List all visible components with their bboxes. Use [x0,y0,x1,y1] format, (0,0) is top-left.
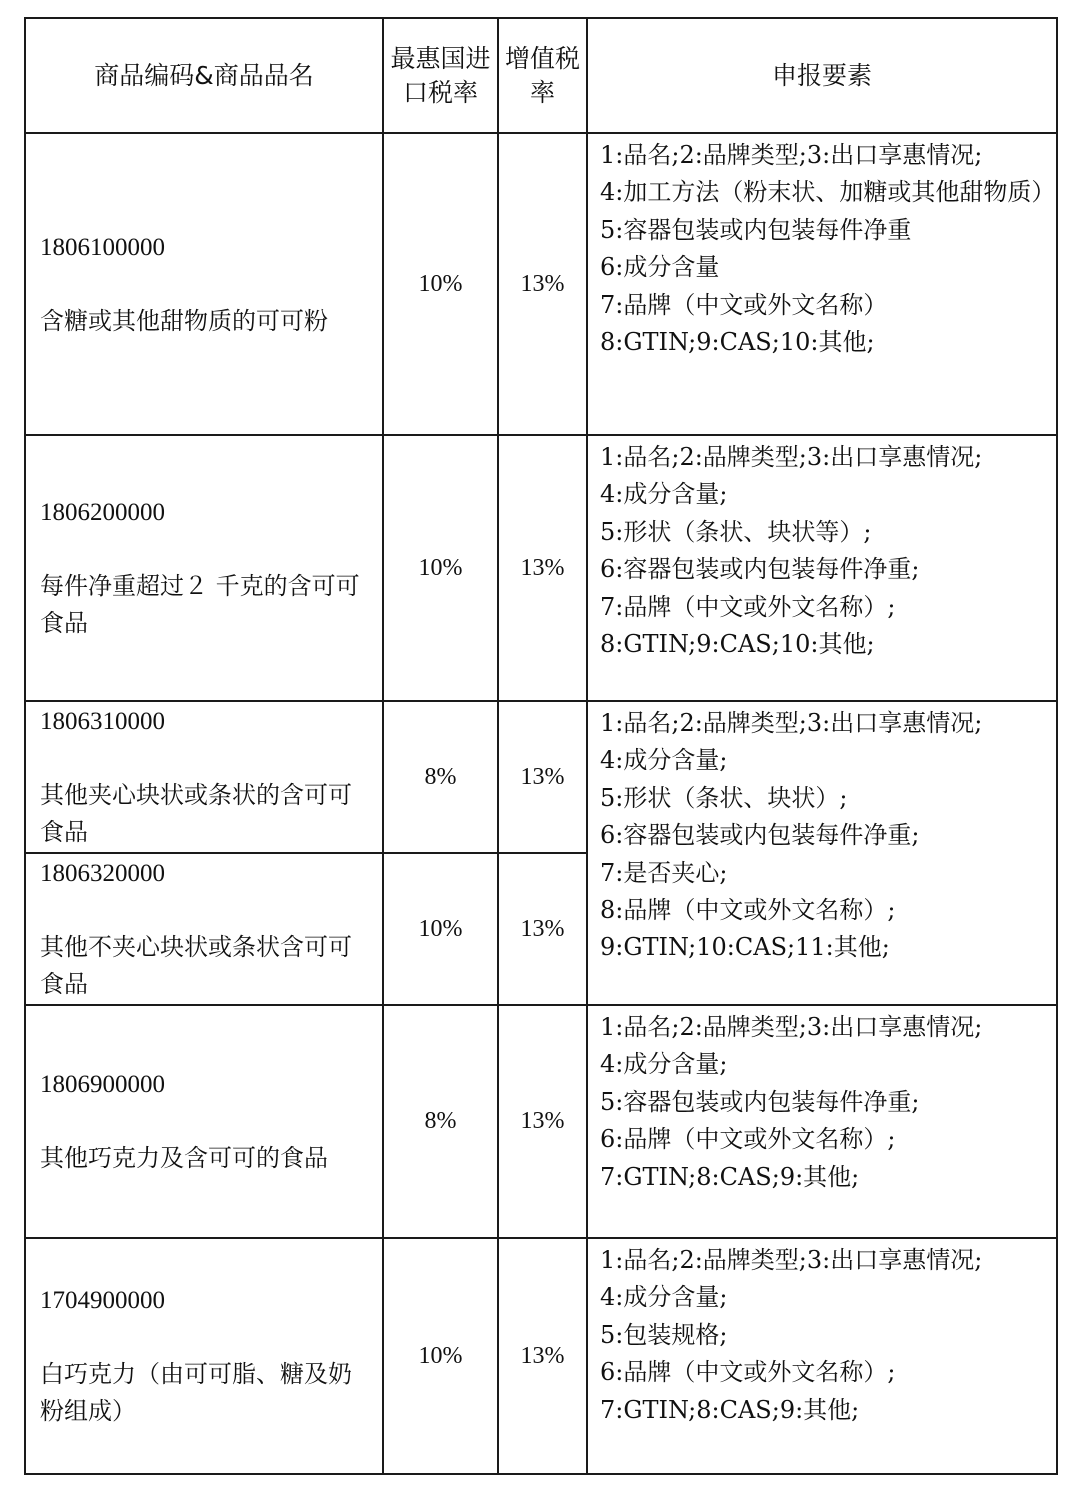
table-row [25,1005,1057,1238]
element-line: 7:GTIN;8:CAS;9:其他; [600,1395,860,1424]
table-row [25,701,1057,853]
commodity-code: 1806310000 [40,708,165,735]
commodity-code: 1704900000 [40,1287,165,1314]
code-name-cell [25,853,383,1005]
vat-rate: 13% [498,133,587,435]
header-elements: 申报要素 [587,18,1057,133]
commodity-code: 1806100000 [40,233,165,261]
mfn-rate: 10% [383,853,498,1005]
table-row [25,1238,1057,1474]
mfn-rate: 8% [383,1005,498,1238]
element-line: 4:成分含量; [600,480,728,509]
tariff-table [24,17,1058,1475]
element-line: 6:容器包装或内包装每件净重; [600,821,920,850]
vat-rate: 13% [498,1005,587,1238]
commodity-name: 白巧克力（由可可脂、糖及奶粉组成） [40,1360,352,1425]
element-line: 8:GTIN;9:CAS;10:其他; [600,328,875,357]
mfn-rate: 10% [383,435,498,701]
vat-rate: 13% [498,435,587,701]
declaration-elements [587,1005,1057,1238]
mfn-rate: 10% [383,133,498,435]
element-line: 6:成分含量 [600,253,720,282]
vat-rate: 13% [498,701,587,853]
element-line: 5:包装规格; [600,1320,728,1349]
element-line: 1:品名;2:品牌类型;3:出口享惠情况; [600,1246,983,1274]
element-line: 5:容器包装或内包装每件净重; [600,1087,920,1116]
header-row [25,18,1057,133]
element-line: 8:品牌（中文或外文名称）; [600,896,896,925]
table-row [25,133,1057,435]
header-code-name: 商品编码&商品品名 [25,18,383,133]
code-name-cell [25,1238,383,1474]
mfn-rate: 10% [383,1238,498,1474]
commodity-name: 其他夹心块状或条状的含可可食品 [40,781,352,846]
element-line: 7:是否夹心; [600,858,728,887]
declaration-elements [587,435,1057,701]
declaration-elements [587,133,1057,435]
commodity-name: 每件净重超过２ 千克的含可可食品 [40,572,360,637]
mfn-rate: 8% [383,701,498,853]
code-name-cell [25,701,383,853]
commodity-code: 1806900000 [40,1071,165,1098]
element-line: 1:品名;2:品牌类型;3:出口享惠情况; [600,1013,983,1041]
element-line: 7:GTIN;8:CAS;9:其他; [600,1162,860,1191]
declaration-elements [587,1238,1057,1474]
commodity-code: 1806320000 [40,860,165,887]
header-mfn-rate: 最惠国进口税率 [383,18,498,133]
element-line: 4:成分含量; [600,746,728,775]
element-line: 7:品牌（中文或外文名称）; [600,592,896,621]
element-line: 6:品牌（中文或外文名称）; [600,1358,896,1387]
element-line: 8:GTIN;9:CAS;10:其他; [600,630,875,659]
code-name-cell [25,133,383,435]
element-line: 5:容器包装或内包装每件净重 [600,215,912,244]
element-line: 1:品名;2:品牌类型;3:出口享惠情况; [600,443,983,471]
element-line: 4:成分含量; [600,1283,728,1312]
header-vat-rate: 增值税率 [498,18,587,133]
element-line: 7:品牌（中文或外文名称） [600,290,888,319]
element-line: 4:成分含量; [600,1050,728,1079]
declaration-elements-shared [587,701,1057,1005]
element-line: 9:GTIN;10:CAS;11:其他; [600,933,890,962]
commodity-name: 其他不夹心块状或条状含可可食品 [40,933,352,998]
table-row [25,435,1057,701]
vat-rate: 13% [498,853,587,1005]
code-name-cell [25,1005,383,1238]
element-line: 1:品名;2:品牌类型;3:出口享惠情况; [600,141,983,169]
element-line: 5:形状（条状、块状等）; [600,517,872,546]
element-line: 6:容器包装或内包装每件净重; [600,555,920,584]
commodity-name: 含糖或其他甜物质的可可粉 [40,306,328,335]
element-line: 5:形状（条状、块状）; [600,783,848,812]
commodity-name: 其他巧克力及含可可的食品 [40,1144,328,1172]
commodity-code: 1806200000 [40,499,165,526]
element-line: 1:品名;2:品牌类型;3:出口享惠情况; [600,709,983,737]
element-line: 4:加工方法（粉末状、加糖或其他甜物质） [600,178,1056,207]
vat-rate: 13% [498,1238,587,1474]
code-name-cell [25,435,383,701]
element-line: 6:品牌（中文或外文名称）; [600,1125,896,1154]
